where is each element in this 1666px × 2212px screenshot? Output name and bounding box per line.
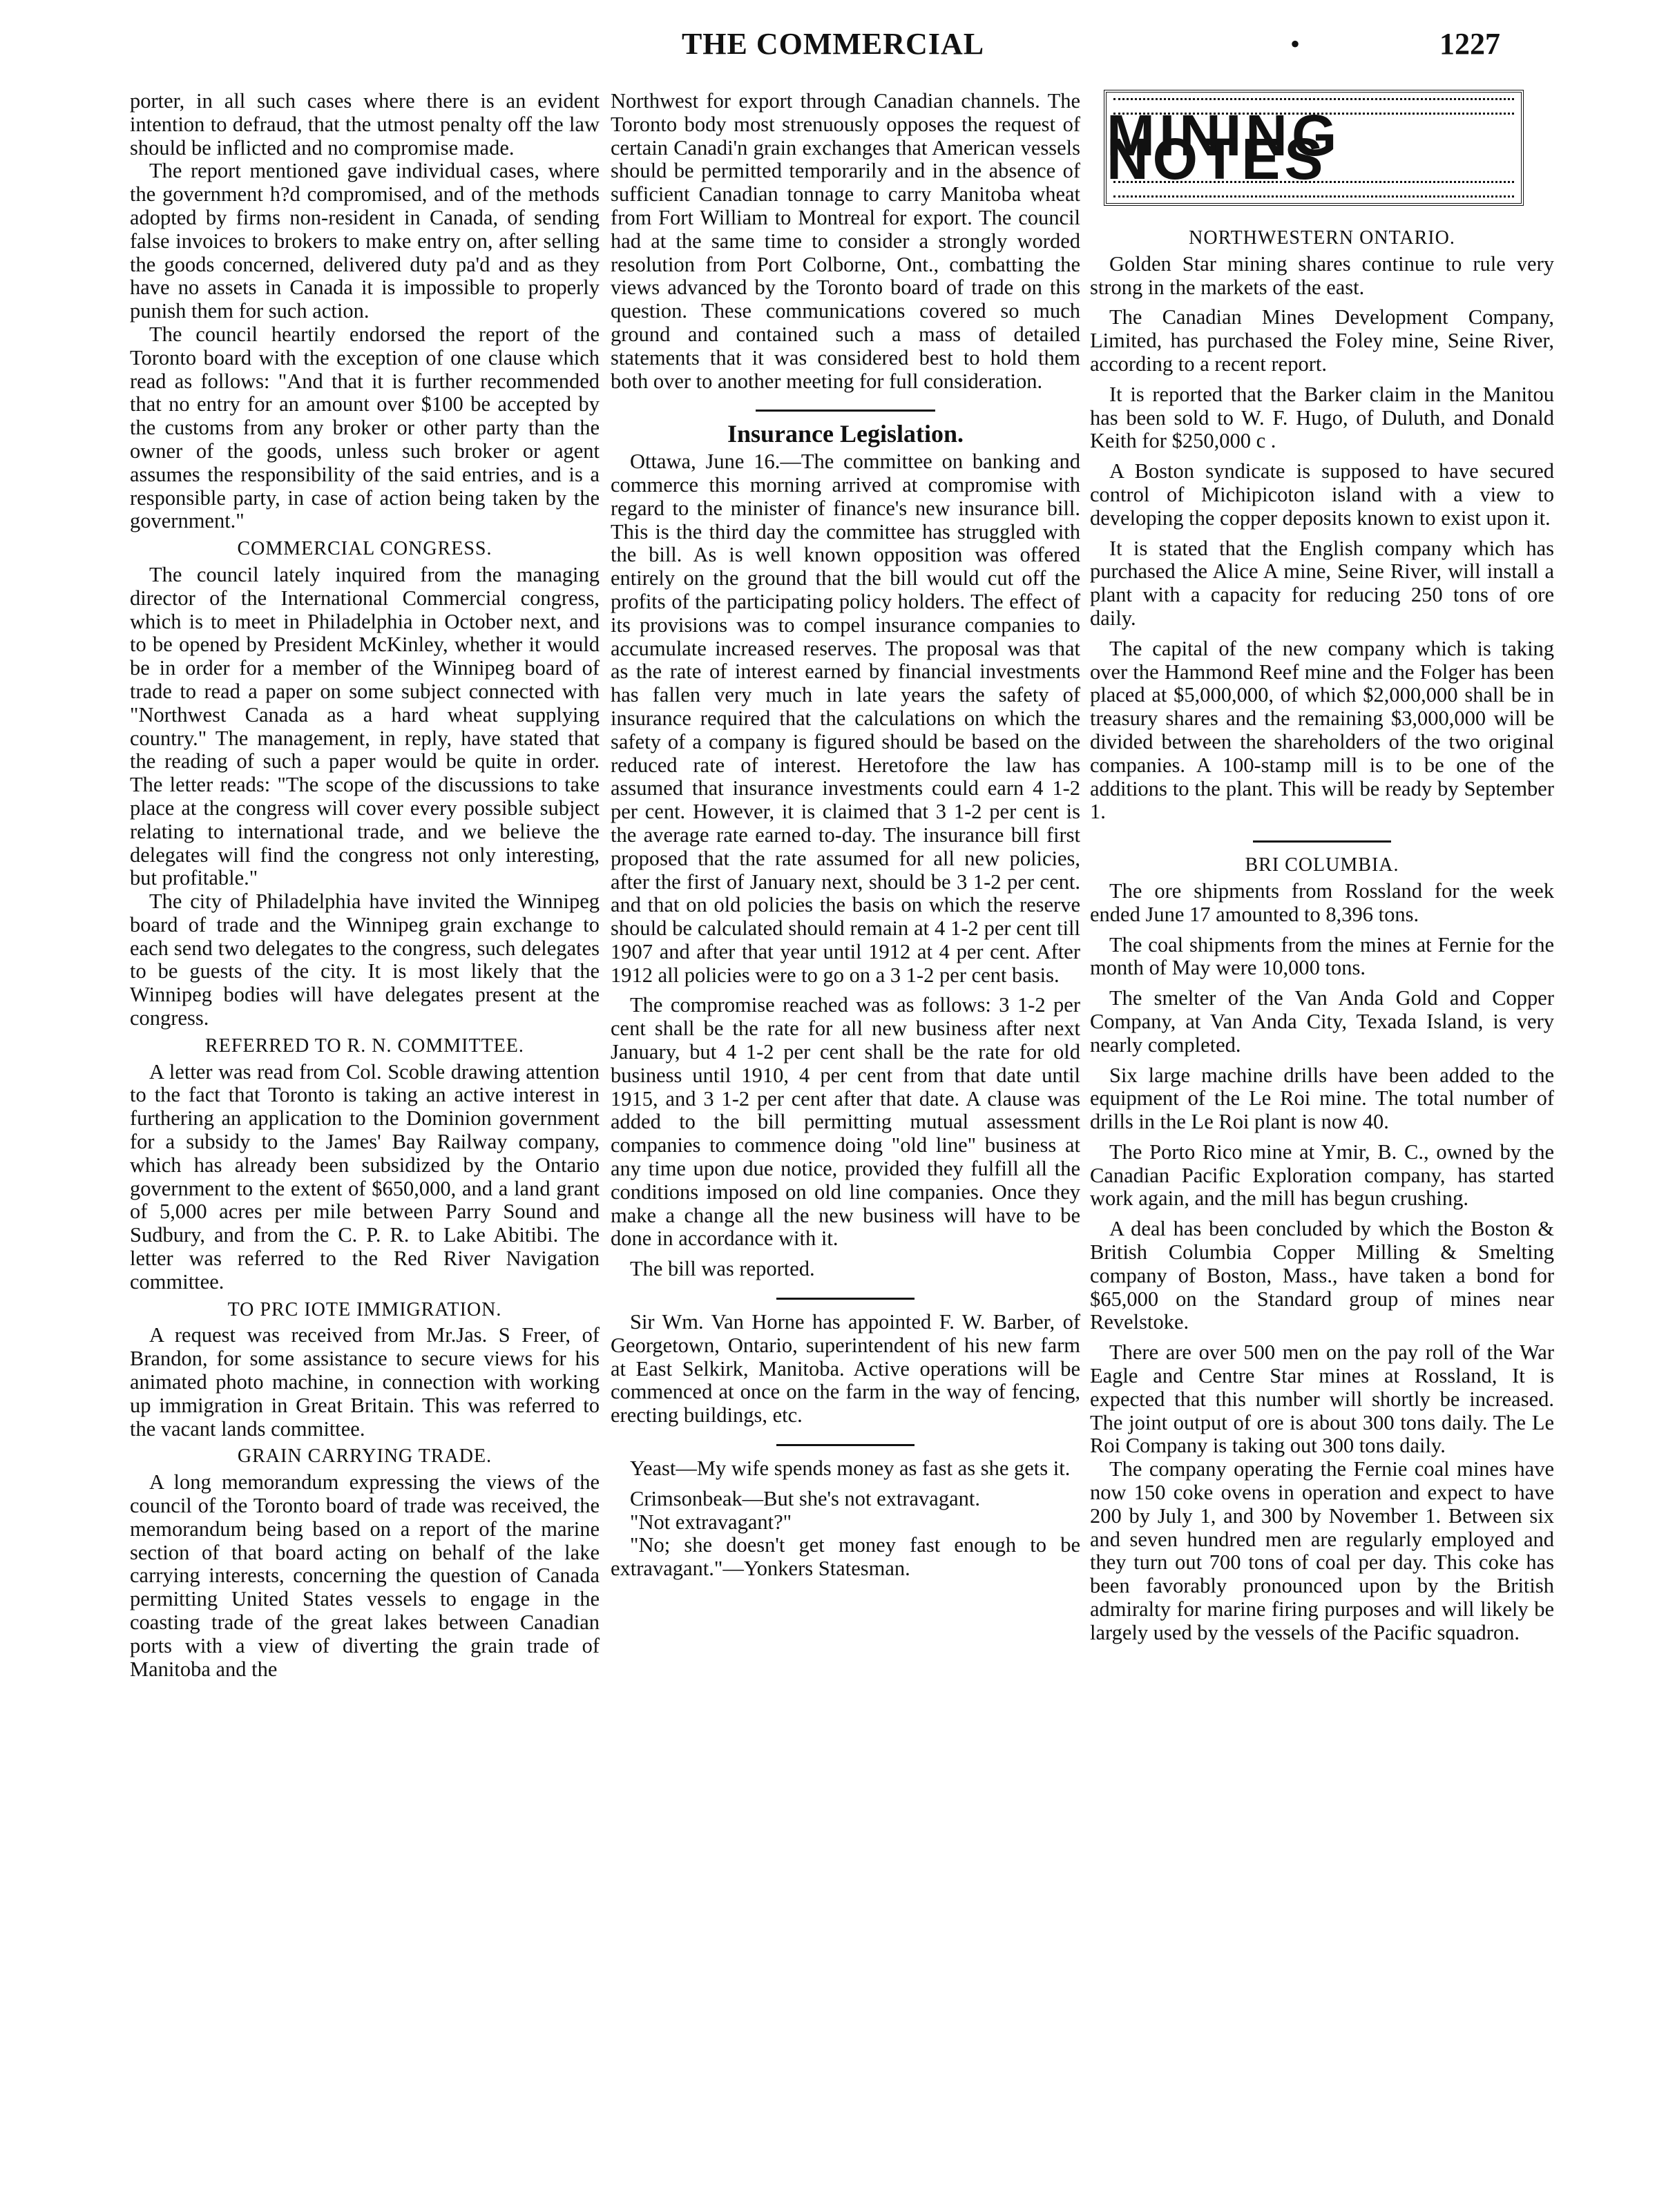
paragraph: A letter was read from Col. Scoble drawing attention to the fact that Toronto is taking an active interest in furthering an application to the Dominion government for a subsidy to the James' Bay Railway company, which has already been subsidized by the Ontario government to the extent of $650,000, and a land grant of 5,000 acres per mile between Parry Sound and Sudbury, and from the C. P. R. to Lake Abitibi. The letter was referred to the Red River Navigation committee.: [130, 1059, 600, 1293]
column-3: [1090, 90, 1554, 1645]
divider: [756, 410, 935, 412]
paragraph: It is stated that the English company which has purchased the Alice A mine, Seine River, will install a plant with a capacity for reducing 250 tons of ore daily.: [1090, 536, 1554, 630]
paragraph: A request was received from Mr.Jas. S Freer, of Brandon, for some assistance to secure views for his animated photo machine, in connection with working up immigration in Great Britain. This was referred to the vacant lands committee.: [130, 1323, 600, 1441]
section-heading: REFERRED TO R. N. COMMITTEE.: [205, 1035, 524, 1057]
divider: [776, 1298, 915, 1300]
paragraph: Six large machine drills have been added to the equipment of the Le Roi mine. The total number of drills in the Le Roi plant is now 40.: [1090, 1063, 1554, 1134]
paragraph: The council lately inquired from the managing director of the International Commercial congress, which is to meet in Philadelphia in October next, and to be opened by President McKinley, whether it would be in order for a member of the Winnipeg board of trade to read a paper on some subject connected with "Northwest Canada as a hard wheat supplying country." The management, in reply, have stated that the reading of such a paper would be quite in order. The letter reads: "The scope of the discussions to take place at the congress will cover every possible subject relating to international trade, and we believe the delegates will find the congress not only interesting, but profitable.": [130, 562, 600, 890]
paragraph: "Not extravagant?": [630, 1510, 792, 1534]
paragraph: porter, in all such cases where there is an evident intention to defraud, that the utmost penalty off the law should be inflicted and no compromise made.: [130, 89, 600, 160]
paragraph: The company operating the Fernie coal mines have now 150 coke ovens in operation and expect to have 200 by July 1, and 300 by November 1. Between six and seven hundred men are regularly employed and they turn out 700 tons of coal per day. This coke has been favorably pronounced upon by the British admiralty for marine firing purposes and will likely be largely used by the vessels of the Pacific squadron.: [1090, 1457, 1554, 1644]
header-dot: •: [1290, 28, 1301, 59]
section-heading: TO PRC IOTE IMMIGRATION.: [227, 1298, 502, 1320]
column-1: [130, 90, 600, 1681]
paragraph: The ore shipments from Rossland for the week ended June 17 amounted to 8,396 tons.: [1090, 878, 1554, 926]
section-heading: BRI COLUMBIA.: [1245, 854, 1399, 876]
divider: [776, 1444, 915, 1446]
paragraph: The bill was reported.: [630, 1257, 815, 1281]
paragraph: The council heartily endorsed the report of the Toronto board with the exception of one clause which read as follows: "And that it is further recommended that no entry for an amount over $100 be accepted by the customs from any broker or other party than the owner of the goods, unless such broker or agent assumes the responsibility of the said entries, and is a responsible party, in case of action being taken by the government.": [130, 322, 600, 533]
paragraph: A Boston syndicate is supposed to have secured control of Michipicoton island with a view to developing the copper deposits known to exist upon it.: [1090, 459, 1554, 530]
banner-title: MINING NOTES: [1107, 103, 1341, 191]
paragraph: Sir Wm. Van Horne has appointed F. W. Barber, of Georgetown, Ontario, superintendent of his new farm at East Selkirk, Manitoba. Active operations will be commenced at once on the farm in the way of fencing, erecting buildings, etc.: [611, 1310, 1080, 1427]
divider: [1253, 840, 1391, 843]
paragraph: Golden Star mining shares continue to rule very strong in the markets of the east.: [1090, 251, 1554, 299]
paragraph: A deal has been concluded by which the Boston & British Columbia Copper Milling & Smelting company of Boston, Mass., have taken a bond for $65,000 on the Standard group of mines near Revelstoke.: [1090, 1217, 1554, 1334]
paragraph: The smelter of the Van Anda Gold and Copper Company, at Van Anda City, Texada Island, is very nearly completed.: [1090, 986, 1554, 1057]
article-heading: Insurance Legislation.: [727, 420, 964, 448]
page-header: [0, 19, 1666, 75]
paragraph: "No; she doesn't get money fast enough to be extravagant."—Yonkers Statesman.: [611, 1533, 1080, 1581]
section-heading: GRAIN CARRYING TRADE.: [237, 1445, 492, 1468]
paragraph: The coal shipments from the mines at Fernie for the month of May were 10,000 tons.: [1090, 932, 1554, 980]
paragraph: A long memorandum expressing the views of the council of the Toronto board of trade was received, the memorandum being based on a report of the marine section of that board acting on behalf of the lake carrying interests, concerning the question of Canada permitting United States vessels to engage in the coasting trade of the great lakes between Canadian ports with a view of diverting the grain trade of Manitoba and the: [130, 1470, 600, 1681]
paragraph: The capital of the new company which is taking over the Hammond Reef mine and the Folger has been placed at $5,000,000, of which $2,000,000 shall be in treasury shares and the remaining $3,000,000 will be divided between the shareholders of the two original companies. A 100-stamp mill is to be one of the additions to the plant. This will be ready by September 1.: [1090, 636, 1554, 824]
section-heading: COMMERCIAL CONGRESS.: [237, 538, 492, 560]
mining-notes-banner: [1104, 90, 1524, 206]
paragraph: Ottawa, June 16.—The committee on banking and commerce this morning arrived at compromise with regard to the minister of finance's new insurance bill. This is the third day the committee has struggled with the bill. As is well known opposition was offered entirely on the ground that the bill would cut off the profits of the participating policy holders. The effect of its provisions was to compel insurance companies to accumulate increased reserves. The proposal was that as the rate of interest earned by financial investments has fallen very much in late years the safety of insurance required that the calculations on which the safety of a company is figured should be based on the reduced rate of interest. Heretofore the law has assumed that insurance investments could earn 4 1-2 per cent. However, it is claimed that 3 1-2 per cent is the average rate earned to-day. The insurance bill first proposed that the rate assumed for all new policies, after the first of January next, should be 3 1-2 per cent. and that on old policies the basis on which the reserve should be calculated should remain at 4 1-2 per cent till 1907 and after that year until 1912 at 4 per cent. After 1912 all policies were to go on a 3 1-2 per cent basis.: [611, 450, 1080, 987]
page-number: 1227: [1439, 27, 1500, 61]
paragraph: It is reported that the Barker claim in the Manitou has been sold to W. F. Hugo, of Duluth, and Donald Keith for $250,000 c .: [1090, 382, 1554, 453]
paragraph: There are over 500 men on the pay roll of the War Eagle and Centre Star mines at Rossland, It is expected that this number will shortly be increased. The joint output of ore is about 300 tons daily. The Le Roi Company is taking out 300 tons daily.: [1090, 1340, 1554, 1458]
paragraph: The Porto Rico mine at Ymir, B. C., owned by the Canadian Pacific Exploration company, has started work again, and the mill has begun crushing.: [1090, 1139, 1554, 1211]
publication-title: THE COMMERCIAL: [681, 27, 985, 61]
paragraph: The Canadian Mines Development Company, Limited, has purchased the Foley mine, Seine River, according to a recent report.: [1090, 305, 1554, 376]
paragraph: The report mentioned gave individual cases, where the government h?d compromised, and of the methods adopted by firms non-resident in Canada, of sending false invoices to brokers to make entry on, after selling the goods concerned, delivered duty pa'd and as they have no assets in Canada it is impossible to properly punish them for such action.: [130, 159, 600, 323]
paragraph: Yeast—My wife spends money as fast as she gets it.: [630, 1456, 1071, 1481]
paragraph: The compromise reached was as follows: 3 1-2 per cent shall be the rate for all new business after next January, but 4 1-2 per cent shall be the rate for old business until 1910, 4 per cent from that date until 1915, and 3 1-2 per cent after that date. A clause was added to the bill permitting mutual assessment companies to commence doing "old line" business at any time upon due notice, provided they fulfill all the conditions imposed on old line companies. Once they make a change all the new business will have to be done in accordance with it.: [611, 993, 1080, 1251]
column-2: [611, 90, 1080, 1581]
paragraph: The city of Philadelphia have invited the Winnipeg board of trade and the Winnipeg grain exchange to each send two delegates to the congress, such delegates to be guests of the city. It is most likely that the Winnipeg bodies will have delegates present at the congress.: [130, 889, 600, 1030]
paragraph: Northwest for export through Canadian channels. The Toronto body most strenuously opposes the request of certain Canadi'n grain exchanges that American vessels should be permitted temporarily and in the absence of sufficient Canadian tonnage to carry Manitoba wheat from Fort William to Montreal for export. The council had at the same time to consider a strongly worded resolution from Port Colborne, Ont., combatting the views advanced by the Toronto board of trade on this question. These communications covered so much ground and contained such a mass of detailed statements that it was considered best to hold them both over to another meeting for full consideration.: [611, 89, 1080, 393]
section-heading: NORTHWESTERN ONTARIO.: [1189, 227, 1455, 249]
paragraph: Crimsonbeak—But she's not extravagant.: [630, 1486, 980, 1510]
